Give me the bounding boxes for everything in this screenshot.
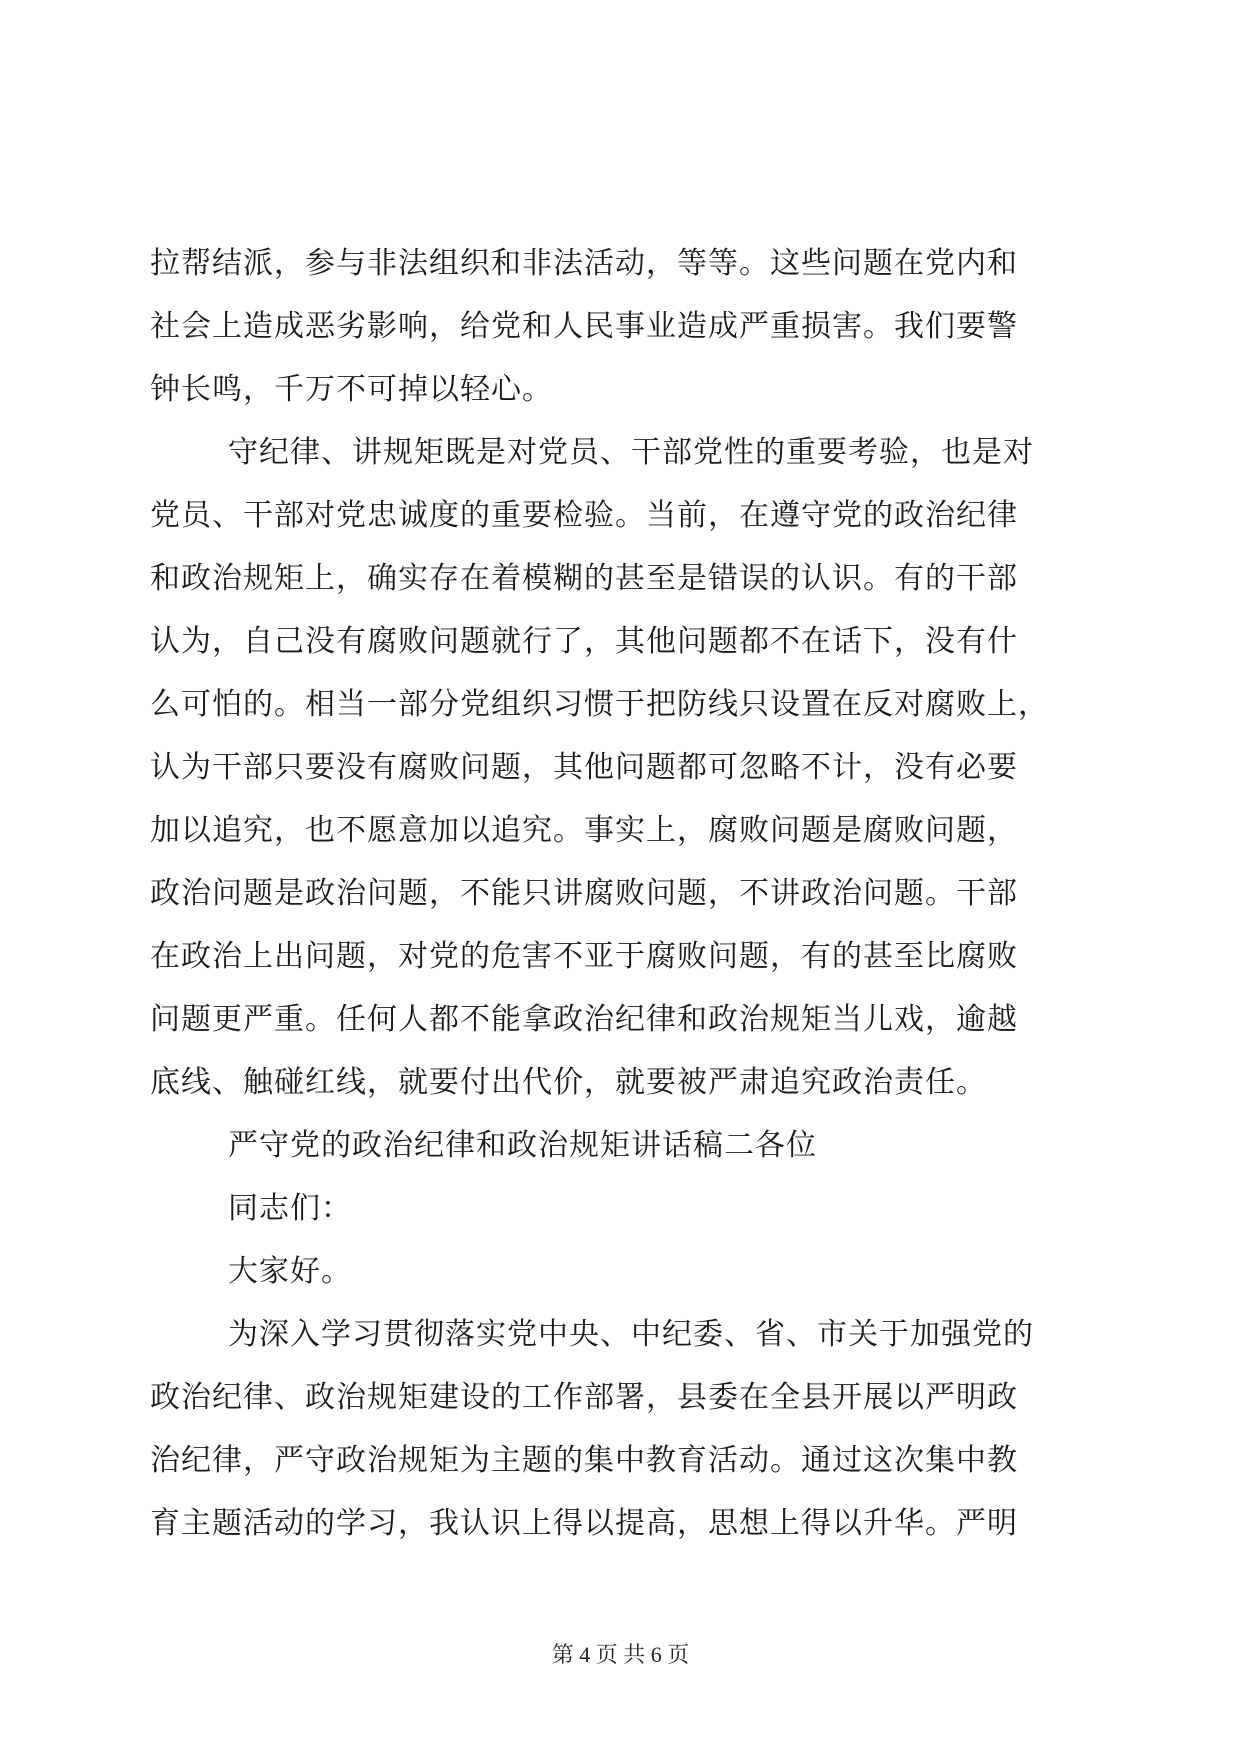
text-line: 认为，自己没有腐败问题就行了，其他问题都不在话下，没有什 xyxy=(150,624,1018,659)
text-line: 么可怕的。相当一部分党组织习惯于把防线只设置在反对腐败上， xyxy=(150,687,1049,722)
text-line: 钟长鸣，千万不可掉以轻心。 xyxy=(150,372,553,407)
text-line: 认为干部只要没有腐败问题，其他问题都可忽略不计，没有必要 xyxy=(150,750,1018,785)
text-line: 治纪律，严守政治规矩为主题的集中教育活动。通过这次集中教 xyxy=(150,1443,1018,1478)
text-line: 底线、触碰红线，就要付出代价，就要被严肃追究政治责任。 xyxy=(150,1065,987,1100)
text-line: 拉帮结派，参与非法组织和非法活动，等等。这些问题在党内和 xyxy=(150,246,1018,281)
page-footer: 第 4 页 共 6 页 xyxy=(551,1642,690,1667)
text-line: 问题更严重。任何人都不能拿政治纪律和政治规矩当儿戏，逾越 xyxy=(150,1002,1018,1037)
text-line: 为深入学习贯彻落实党中央、中纪委、省、市关于加强党的 xyxy=(228,1317,1034,1352)
text-line: 和政治规矩上，确实存在着模糊的甚至是错误的认识。有的干部 xyxy=(150,561,1018,596)
text-line: 育主题活动的学习，我认识上得以提高，思想上得以升华。严明 xyxy=(150,1506,1018,1541)
text-line: 同志们： xyxy=(228,1191,352,1226)
text-line: 党员、干部对党忠诚度的重要检验。当前，在遵守党的政治纪律 xyxy=(150,498,1018,533)
text-line: 严守党的政治纪律和政治规矩讲话稿二各位 xyxy=(228,1128,817,1163)
text-line: 在政治上出问题，对党的危害不亚于腐败问题，有的甚至比腐败 xyxy=(150,939,1018,974)
text-line: 大家好。 xyxy=(228,1254,352,1289)
text-line: 政治纪律、政治规矩建设的工作部署，县委在全县开展以严明政 xyxy=(150,1380,1018,1415)
text-line: 守纪律、讲规矩既是对党员、干部党性的重要考验，也是对 xyxy=(228,435,1034,470)
text-line: 政治问题是政治问题，不能只讲腐败问题，不讲政治问题。干部 xyxy=(150,876,1018,911)
text-line: 社会上造成恶劣影响，给党和人民事业造成严重损害。我们要警 xyxy=(150,309,1018,344)
document-body xyxy=(150,232,1080,1555)
text-line: 加以追究，也不愿意加以追究。事实上，腐败问题是腐败问题， xyxy=(150,813,1018,848)
